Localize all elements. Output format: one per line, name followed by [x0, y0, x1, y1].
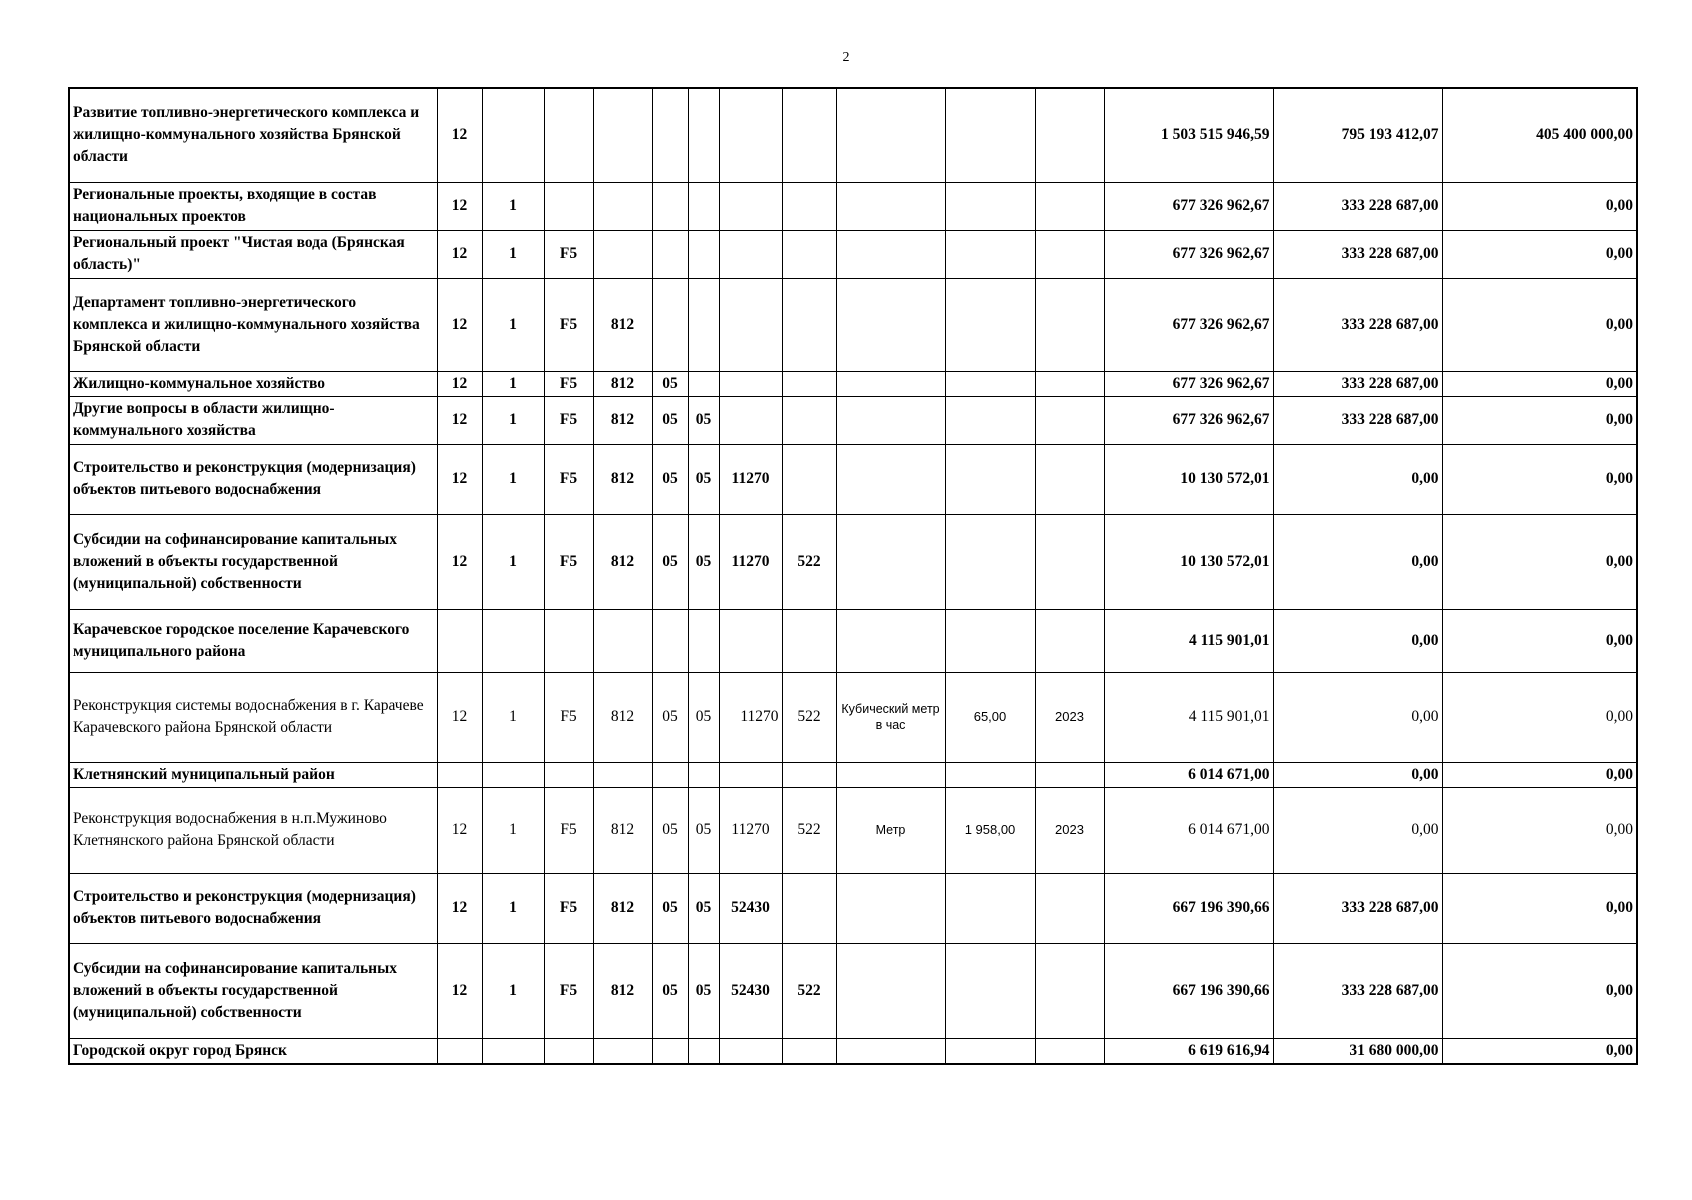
- unit: [836, 444, 945, 514]
- code-expense-type: [782, 762, 836, 787]
- unit: [836, 943, 945, 1038]
- row-name: Другие вопросы в области жилищно-коммунального хозяйства: [69, 396, 437, 444]
- unit: Кубический метр в час: [836, 672, 945, 762]
- code-subsection: [688, 762, 719, 787]
- code-program: [437, 1038, 482, 1064]
- code-subprogram: 1: [482, 672, 544, 762]
- row-name: Городской округ город Брянск: [69, 1038, 437, 1064]
- code-direction: [719, 88, 782, 182]
- year: [1035, 88, 1104, 182]
- capacity: [945, 943, 1035, 1038]
- amount-year-2: 0,00: [1273, 672, 1442, 762]
- amount-year-2: 333 228 687,00: [1273, 278, 1442, 371]
- row-name: Региональные проекты, входящие в состав национальных проектов: [69, 182, 437, 230]
- amount-year-2: 0,00: [1273, 609, 1442, 672]
- amount-year-2: 0,00: [1273, 444, 1442, 514]
- amount-year-3: 0,00: [1442, 873, 1637, 943]
- table-row: [69, 396, 1637, 444]
- code-subprogram: 1: [482, 787, 544, 873]
- row-name: Жилищно-коммунальное хозяйство: [69, 371, 437, 396]
- amount-year-1: 6 014 671,00: [1104, 762, 1273, 787]
- code-department: [593, 1038, 652, 1064]
- code-expense-type: 522: [782, 514, 836, 609]
- code-expense-type: [782, 182, 836, 230]
- amount-year-1: 677 326 962,67: [1104, 371, 1273, 396]
- code-project: F5: [544, 787, 593, 873]
- code-department: [593, 762, 652, 787]
- unit: [836, 514, 945, 609]
- capacity: [945, 371, 1035, 396]
- table-row: [69, 943, 1637, 1038]
- code-section: 05: [652, 672, 688, 762]
- code-direction: [719, 182, 782, 230]
- code-project: F5: [544, 873, 593, 943]
- amount-year-1: 4 115 901,01: [1104, 609, 1273, 672]
- amount-year-3: 0,00: [1442, 943, 1637, 1038]
- code-section: 05: [652, 514, 688, 609]
- code-subprogram: 1: [482, 182, 544, 230]
- code-expense-type: [782, 230, 836, 278]
- code-project: F5: [544, 371, 593, 396]
- row-name: Реконструкция водоснабжения в н.п.Мужиново Клетнянского района Брянской области: [69, 787, 437, 873]
- amount-year-1: 1 503 515 946,59: [1104, 88, 1273, 182]
- code-subprogram: 1: [482, 230, 544, 278]
- code-direction: [719, 371, 782, 396]
- code-project: F5: [544, 230, 593, 278]
- code-section: [652, 609, 688, 672]
- amount-year-1: 667 196 390,66: [1104, 873, 1273, 943]
- code-department: 812: [593, 873, 652, 943]
- unit: [836, 609, 945, 672]
- code-subprogram: 1: [482, 873, 544, 943]
- amount-year-3: 0,00: [1442, 1038, 1637, 1064]
- code-department: 812: [593, 672, 652, 762]
- year: [1035, 371, 1104, 396]
- code-department: [593, 88, 652, 182]
- code-program: 12: [437, 182, 482, 230]
- year: [1035, 943, 1104, 1038]
- amount-year-1: 10 130 572,01: [1104, 514, 1273, 609]
- code-program: 12: [437, 230, 482, 278]
- amount-year-2: 333 228 687,00: [1273, 396, 1442, 444]
- code-direction: [719, 396, 782, 444]
- capacity: [945, 278, 1035, 371]
- code-subsection: [688, 278, 719, 371]
- capacity: [945, 1038, 1035, 1064]
- code-direction: 11270: [719, 444, 782, 514]
- amount-year-2: 795 193 412,07: [1273, 88, 1442, 182]
- amount-year-3: 0,00: [1442, 182, 1637, 230]
- amount-year-3: 0,00: [1442, 762, 1637, 787]
- code-project: F5: [544, 396, 593, 444]
- code-subprogram: 1: [482, 278, 544, 371]
- capacity: [945, 182, 1035, 230]
- code-subprogram: [482, 609, 544, 672]
- table-row: [69, 514, 1637, 609]
- code-direction: 11270: [719, 787, 782, 873]
- code-subprogram: [482, 1038, 544, 1064]
- amount-year-2: 333 228 687,00: [1273, 873, 1442, 943]
- code-project: [544, 182, 593, 230]
- page-number: 2: [842, 50, 850, 65]
- code-section: 05: [652, 371, 688, 396]
- code-section: 05: [652, 873, 688, 943]
- amount-year-3: 0,00: [1442, 787, 1637, 873]
- row-name: Региональный проект "Чистая вода (Брянская область)": [69, 230, 437, 278]
- year: [1035, 609, 1104, 672]
- amount-year-2: 333 228 687,00: [1273, 182, 1442, 230]
- capacity: [945, 873, 1035, 943]
- amount-year-3: 0,00: [1442, 396, 1637, 444]
- code-department: 812: [593, 396, 652, 444]
- code-department: 812: [593, 787, 652, 873]
- code-program: 12: [437, 396, 482, 444]
- code-subsection: [688, 609, 719, 672]
- table-row: [69, 230, 1637, 278]
- capacity: [945, 444, 1035, 514]
- code-section: [652, 182, 688, 230]
- amount-year-2: 333 228 687,00: [1273, 943, 1442, 1038]
- amount-year-2: 0,00: [1273, 787, 1442, 873]
- amount-year-2: 0,00: [1273, 514, 1442, 609]
- amount-year-1: 677 326 962,67: [1104, 230, 1273, 278]
- table-row: [69, 182, 1637, 230]
- amount-year-2: 333 228 687,00: [1273, 371, 1442, 396]
- amount-year-3: 0,00: [1442, 672, 1637, 762]
- code-program: 12: [437, 371, 482, 396]
- amount-year-2: 0,00: [1273, 762, 1442, 787]
- code-direction: 11270: [719, 514, 782, 609]
- year: [1035, 873, 1104, 943]
- unit: [836, 278, 945, 371]
- code-project: [544, 762, 593, 787]
- code-subsection: 05: [688, 787, 719, 873]
- row-name: Строительство и реконструкция (модернизация) объектов питьевого водоснабжения: [69, 873, 437, 943]
- code-subsection: [688, 1038, 719, 1064]
- amount-year-3: 0,00: [1442, 371, 1637, 396]
- year: 2023: [1035, 672, 1104, 762]
- code-subsection: 05: [688, 514, 719, 609]
- code-expense-type: [782, 1038, 836, 1064]
- unit: [836, 1038, 945, 1064]
- amount-year-1: 677 326 962,67: [1104, 278, 1273, 371]
- amount-year-3: 0,00: [1442, 230, 1637, 278]
- code-subsection: 05: [688, 672, 719, 762]
- table-row: [69, 609, 1637, 672]
- code-subprogram: 1: [482, 371, 544, 396]
- code-project: [544, 1038, 593, 1064]
- unit: [836, 88, 945, 182]
- code-subprogram: [482, 88, 544, 182]
- code-section: [652, 1038, 688, 1064]
- code-department: [593, 182, 652, 230]
- code-project: [544, 88, 593, 182]
- table-row: [69, 787, 1637, 873]
- code-subsection: 05: [688, 396, 719, 444]
- code-project: F5: [544, 672, 593, 762]
- code-department: 812: [593, 371, 652, 396]
- code-expense-type: [782, 371, 836, 396]
- code-direction: [719, 609, 782, 672]
- code-expense-type: 522: [782, 787, 836, 873]
- row-name: Клетнянский муниципальный район: [69, 762, 437, 787]
- code-expense-type: 522: [782, 672, 836, 762]
- amount-year-3: 405 400 000,00: [1442, 88, 1637, 182]
- code-section: [652, 762, 688, 787]
- year: 2023: [1035, 787, 1104, 873]
- code-expense-type: [782, 88, 836, 182]
- code-expense-type: [782, 873, 836, 943]
- code-direction: 52430: [719, 943, 782, 1038]
- code-direction: 11270: [719, 672, 782, 762]
- code-section: 05: [652, 787, 688, 873]
- code-program: 12: [437, 88, 482, 182]
- unit: [836, 396, 945, 444]
- code-program: [437, 762, 482, 787]
- code-program: 12: [437, 444, 482, 514]
- code-program: 12: [437, 278, 482, 371]
- code-department: [593, 230, 652, 278]
- code-project: F5: [544, 514, 593, 609]
- code-subsection: [688, 182, 719, 230]
- code-subsection: [688, 88, 719, 182]
- row-name: Субсидии на софинансирование капитальных вложений в объекты государственной (муниципальной) собственности: [69, 943, 437, 1038]
- amount-year-1: 667 196 390,66: [1104, 943, 1273, 1038]
- code-program: 12: [437, 787, 482, 873]
- code-subsection: 05: [688, 873, 719, 943]
- amount-year-1: 6 014 671,00: [1104, 787, 1273, 873]
- capacity: [945, 230, 1035, 278]
- amount-year-1: 677 326 962,67: [1104, 396, 1273, 444]
- unit: [836, 762, 945, 787]
- year: [1035, 762, 1104, 787]
- capacity: 65,00: [945, 672, 1035, 762]
- table-row: [69, 371, 1637, 396]
- code-project: [544, 609, 593, 672]
- unit: [836, 371, 945, 396]
- amount-year-3: 0,00: [1442, 278, 1637, 371]
- table-row: [69, 873, 1637, 943]
- code-program: [437, 609, 482, 672]
- year: [1035, 444, 1104, 514]
- unit: [836, 873, 945, 943]
- unit: Метр: [836, 787, 945, 873]
- capacity: [945, 609, 1035, 672]
- table-row: [69, 672, 1637, 762]
- code-department: 812: [593, 444, 652, 514]
- code-program: 12: [437, 943, 482, 1038]
- unit: [836, 182, 945, 230]
- code-subsection: 05: [688, 943, 719, 1038]
- capacity: [945, 514, 1035, 609]
- year: [1035, 278, 1104, 371]
- code-project: F5: [544, 278, 593, 371]
- amount-year-1: 6 619 616,94: [1104, 1038, 1273, 1064]
- code-section: 05: [652, 396, 688, 444]
- code-expense-type: [782, 278, 836, 371]
- amount-year-3: 0,00: [1442, 444, 1637, 514]
- amount-year-2: 333 228 687,00: [1273, 230, 1442, 278]
- code-program: 12: [437, 672, 482, 762]
- code-subprogram: 1: [482, 396, 544, 444]
- row-name: Департамент топливно-энергетического комплекса и жилищно-коммунального хозяйства Брянской области: [69, 278, 437, 371]
- code-subprogram: [482, 762, 544, 787]
- code-department: 812: [593, 943, 652, 1038]
- code-direction: 52430: [719, 873, 782, 943]
- table-row: [69, 444, 1637, 514]
- code-department: 812: [593, 278, 652, 371]
- code-department: 812: [593, 514, 652, 609]
- amount-year-1: 4 115 901,01: [1104, 672, 1273, 762]
- code-subprogram: 1: [482, 943, 544, 1038]
- year: [1035, 182, 1104, 230]
- capacity: 1 958,00: [945, 787, 1035, 873]
- code-section: [652, 278, 688, 371]
- capacity: [945, 88, 1035, 182]
- code-section: [652, 88, 688, 182]
- table-row: [69, 88, 1637, 182]
- code-expense-type: [782, 396, 836, 444]
- code-program: 12: [437, 514, 482, 609]
- code-direction: [719, 278, 782, 371]
- budget-table: [68, 87, 1638, 1065]
- row-name: Строительство и реконструкция (модернизация) объектов питьевого водоснабжения: [69, 444, 437, 514]
- code-direction: [719, 762, 782, 787]
- code-project: F5: [544, 444, 593, 514]
- year: [1035, 230, 1104, 278]
- code-program: 12: [437, 873, 482, 943]
- amount-year-2: 31 680 000,00: [1273, 1038, 1442, 1064]
- row-name: Реконструкция системы водоснабжения в г. Карачеве Карачевского района Брянской области: [69, 672, 437, 762]
- row-name: Субсидии на софинансирование капитальных вложений в объекты государственной (муниципальной) собственности: [69, 514, 437, 609]
- capacity: [945, 762, 1035, 787]
- table-row: [69, 278, 1637, 371]
- amount-year-3: 0,00: [1442, 514, 1637, 609]
- code-subprogram: 1: [482, 514, 544, 609]
- table-row: [69, 1038, 1637, 1064]
- amount-year-3: 0,00: [1442, 609, 1637, 672]
- year: [1035, 396, 1104, 444]
- code-subsection: [688, 371, 719, 396]
- unit: [836, 230, 945, 278]
- code-section: 05: [652, 444, 688, 514]
- code-section: 05: [652, 943, 688, 1038]
- code-subprogram: 1: [482, 444, 544, 514]
- code-subsection: 05: [688, 444, 719, 514]
- code-expense-type: [782, 444, 836, 514]
- row-name: Карачевское городское поселение Карачевского муниципального района: [69, 609, 437, 672]
- amount-year-1: 10 130 572,01: [1104, 444, 1273, 514]
- code-expense-type: [782, 609, 836, 672]
- code-direction: [719, 230, 782, 278]
- capacity: [945, 396, 1035, 444]
- code-expense-type: 522: [782, 943, 836, 1038]
- code-department: [593, 609, 652, 672]
- amount-year-1: 677 326 962,67: [1104, 182, 1273, 230]
- code-section: [652, 230, 688, 278]
- table-row: [69, 762, 1637, 787]
- year: [1035, 514, 1104, 609]
- year: [1035, 1038, 1104, 1064]
- row-name: Развитие топливно-энергетического комплекса и жилищно-коммунального хозяйства Брянской области: [69, 88, 437, 182]
- code-project: F5: [544, 943, 593, 1038]
- code-subsection: [688, 230, 719, 278]
- code-direction: [719, 1038, 782, 1064]
